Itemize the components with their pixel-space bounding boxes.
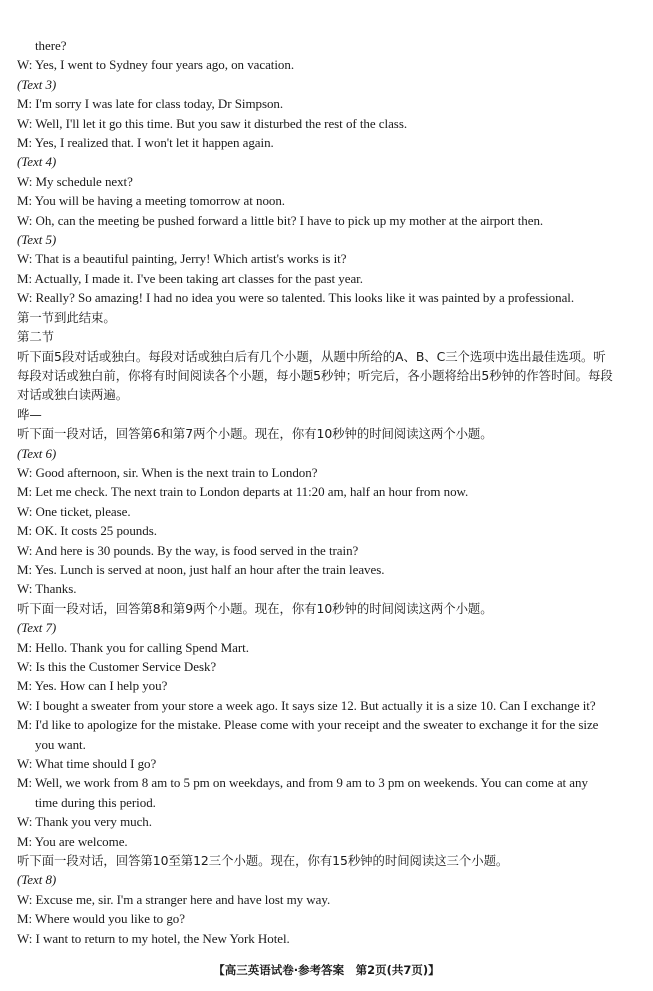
dialogue-line: M: OK. It costs 25 pounds. (17, 523, 157, 539)
dialogue-line: W: And here is 30 pounds. By the way, is food served in the train? (17, 542, 359, 558)
section-label: (Text 8) (17, 872, 57, 888)
dialogue-line: M: Yes. Lunch is served at noon, just half an hour after the train leaves. (17, 561, 385, 577)
dialogue-line: W: Thanks. (17, 581, 77, 597)
section-label: (Text 5) (17, 232, 57, 248)
dialogue-line: W: Excuse me, sir. I'm a stranger here and have lost my way. (17, 891, 331, 907)
instruction-line: 第二节 (17, 329, 55, 345)
document-body (17, 36, 639, 948)
dialogue-line: W: One ticket, please. (17, 503, 131, 519)
instruction-line: 每段对话或独白前，你将有时间阅读各个小题，每小题5秒钟；听完后，各小题将给出5秒钟的作答时间。每段 (17, 367, 613, 383)
section-label: (Text 7) (17, 620, 57, 636)
dialogue-line: W: Oh, can the meeting be pushed forward a little bit? I have to pick up my mother at the airport then. (17, 212, 544, 228)
dialogue-line: W: I bought a sweater from your store a week ago. It says size 12. But actually it is a size 10. Can I exchange it? (17, 697, 596, 713)
dialogue-line: M: Let me check. The next train to London departs at 11:20 am, half an hour from now. (17, 484, 469, 500)
dialogue-line: W: Is this the Customer Service Desk? (17, 659, 217, 674)
dialogue-line: W: That is a beautiful painting, Jerry! Which artist's works is it? (17, 251, 347, 267)
section-label: (Text 6) (17, 445, 57, 461)
instruction-line: 听下面5段对话或独白。每段对话或独白后有几个小题，从题中所给的A、B、C三个选项中选出最佳选项。听 (17, 348, 606, 364)
dialogue-line: W: Thank you very much. (17, 814, 152, 830)
dialogue-line: M: Well, we work from 8 am to 5 pm on weekdays, and from 9 am to 3 pm on weekends. You can come at any (17, 775, 588, 791)
instruction-line: 哗— (17, 406, 42, 422)
dialogue-line: W: Yes, I went to Sydney four years ago, on vacation. (17, 57, 295, 73)
dialogue-line: you want. (35, 736, 86, 752)
dialogue-line: M: Actually, I made it. I've been taking art classes for the past year. (17, 270, 363, 286)
dialogue-line: M: You are welcome. (17, 833, 128, 849)
dialogue-line: M: I'd like to apologize for the mistake. Please come with your receipt and the sweater to exchange it for the size (17, 717, 599, 733)
dialogue-line: there? (35, 38, 67, 53)
instruction-line: 第一节到此结束。 (17, 309, 116, 325)
instruction-line: 听下面一段对话，回答第8和第9两个小题。现在，你有10秒钟的时间阅读这两个小题。 (17, 600, 493, 616)
dialogue-line: M: Yes, I realized that. I won't let it happen again. (17, 135, 274, 151)
dialogue-line: W: What time should I go? (17, 756, 157, 772)
instruction-line: 听下面一段对话，回答第6和第7两个小题。现在，你有10秒钟的时间阅读这两个小题。 (17, 426, 493, 442)
dialogue-line: M: I'm sorry I was late for class today, Dr Simpson. (17, 96, 284, 112)
section-label: (Text 3) (17, 76, 57, 92)
dialogue-line: W: My schedule next? (17, 173, 133, 189)
instruction-line: 对话或独白读两遍。 (17, 387, 129, 403)
dialogue-line: M: Yes. How can I help you? (17, 678, 168, 694)
dialogue-line: W: I want to return to my hotel, the New York Hotel. (17, 930, 290, 946)
dialogue-line: M: Where would you like to go? (17, 911, 185, 927)
dialogue-line: M: Hello. Thank you for calling Spend Mart. (17, 639, 249, 655)
dialogue-line: M: You will be having a meeting tomorrow at noon. (17, 193, 285, 209)
dialogue-line: W: Really? So amazing! I had no idea you were so talented. This looks like it was painted by a professional. (17, 290, 575, 306)
dialogue-line: time during this period. (35, 794, 156, 810)
dialogue-line: W: Good afternoon, sir. When is the next train to London? (17, 464, 318, 480)
section-label: (Text 4) (17, 154, 57, 170)
dialogue-line: W: Well, I'll let it go this time. But you saw it disturbed the rest of the class. (17, 115, 408, 131)
page-footer: 【高三英语试卷·参考答案 第2页(共7页)】 (213, 963, 440, 977)
instruction-line: 听下面一段对话，回答第10至第12三个小题。现在，你有15秒钟的时间阅读这三个小题。 (17, 853, 509, 869)
